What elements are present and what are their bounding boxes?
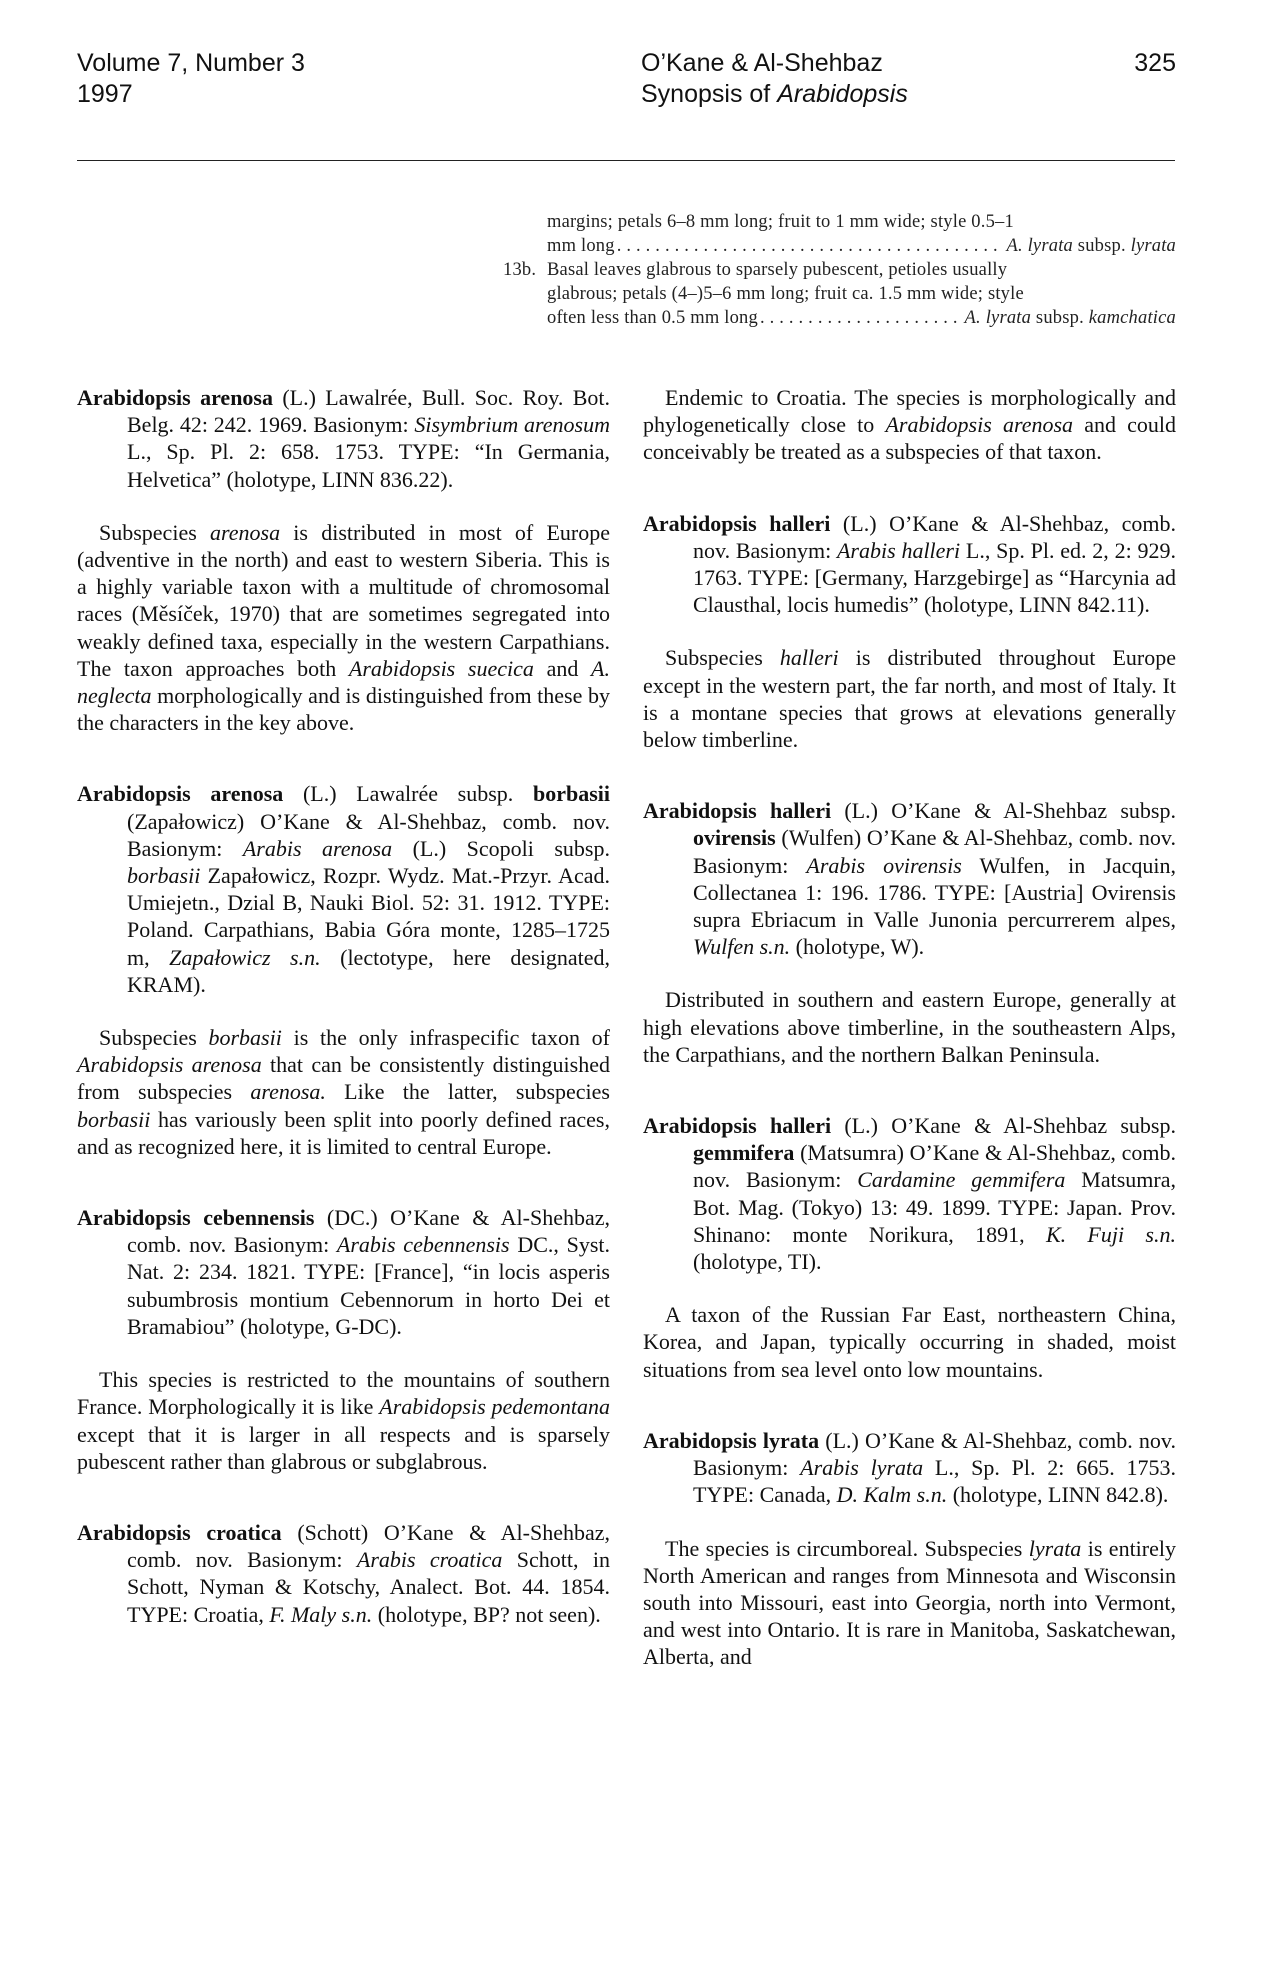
discussion-paragraph [77, 1024, 610, 1160]
article-short-title [641, 79, 908, 110]
taxon-italic: Arabidopsis suecica [348, 655, 534, 681]
key-couplet-13b [503, 258, 1176, 330]
basionym-name: Arabis halleri [836, 537, 961, 563]
collector-name: Wulfen s.n. [693, 934, 791, 960]
text: that can be consistently distinguished from subspecies [77, 1052, 610, 1105]
taxon-entry-cebennensis [77, 1204, 610, 1340]
key-result-subspecies: lyrata [1130, 236, 1176, 256]
journal-volume: Volume 7, Number 3 [77, 49, 305, 77]
title-prefix: Synopsis of [641, 80, 778, 108]
taxon-italic: Arabidopsis arenosa [885, 412, 1074, 438]
key-result-species: A. lyrata [964, 308, 1032, 328]
basionym-name: borbasii [127, 863, 201, 889]
page-number: 325 [1134, 49, 1176, 77]
running-head-center [641, 48, 908, 110]
text: A taxon of the Russian Far East, northeastern China, Korea, and Japan, typically occurring in shaded, moist situations from sea level onto low mountains. [643, 1302, 1176, 1382]
left-column [77, 384, 610, 1654]
key-line-lead [547, 306, 1176, 330]
key-result-rank: subsp. [1072, 236, 1131, 256]
taxon-italic: halleri [779, 645, 839, 671]
taxon-name: Arabidopsis arenosa [77, 781, 284, 807]
taxon-entry-arenosa-borbasii [77, 780, 610, 998]
citation-text: (L.) Lawalrée subsp. [283, 781, 533, 807]
subspecies-name: ovirensis [693, 825, 776, 851]
collector-name: Zapałowicz s.n. [169, 944, 321, 970]
key-line-lead [547, 234, 1176, 258]
citation-text: (L.) Lawalrée, Bull. Soc. Roy. Bot. Belg. 42: 242. 1969. Basionym: [127, 385, 610, 438]
text: and could conceivably be treated as a subspecies of that taxon. [643, 412, 1177, 465]
key-result-rank: subsp. [1031, 308, 1089, 328]
spacer [77, 764, 610, 780]
text: morphologically and is distinguished from these by the characters in the key above. [77, 683, 610, 736]
taxon-entry-halleri-gemmifera [643, 1112, 1176, 1275]
key-line-text: mm long [547, 236, 615, 256]
key-line: Basal leaves glabrous to sparsely pubescent, petioles usually [547, 260, 1008, 280]
basionym-name: Cardamine gemmifera [857, 1167, 1066, 1193]
collector-name: F. Maly s.n. [269, 1601, 373, 1627]
discussion-paragraph [643, 1301, 1176, 1383]
spacer [77, 1188, 610, 1204]
citation-text: (L.) Scopoli subsp. [392, 835, 610, 861]
citation-text: Matsumra, Bot. Mag. (Tokyo) 13: 49. 1899. TYPE: Japan. Prov. Shinano: monte Norikura, 1891, [693, 1167, 1177, 1247]
taxon-italic: lyrata [1028, 1535, 1082, 1561]
basionym-name: Arabis cebennensis [336, 1232, 510, 1258]
taxon-italic: A. neglecta [77, 655, 610, 709]
key-result [965, 306, 1176, 330]
key-couplet-13a-tail [547, 210, 1176, 258]
citation-text: (Schott) O’Kane & Al-Shehbaz, comb. nov. Basionym: [127, 1519, 610, 1573]
discussion-paragraph [643, 384, 1176, 466]
spacer [77, 1503, 610, 1519]
basionym-name: Arabis arenosa [242, 835, 393, 861]
subspecies-name: gemmifera [693, 1140, 795, 1166]
key-result-species: A. lyrata [1006, 236, 1073, 256]
key-result [1006, 234, 1176, 258]
citation-text: DC., Syst. Nat. 2: 234. 1821. TYPE: [France], “in locis asperis subumbrosis montium Cebennorum in horto Dei et Bramabiou” (holotype, G-DC). [127, 1232, 610, 1339]
basionym-name: Arabis ovirensis [806, 852, 962, 878]
key-line: margins; petals 6–8 mm long; fruit to 1 mm wide; style 0.5–1 [547, 212, 1014, 232]
citation-text: (L.) O’Kane & Al-Shehbaz subsp. [831, 1113, 1176, 1139]
taxon-italic: Arabidopsis pedemontana [379, 1394, 610, 1420]
taxon-name: Arabidopsis halleri [643, 1113, 832, 1139]
article-authors: O’Kane & Al-Shehbaz [641, 49, 883, 77]
basionym-name: Arabis lyrata [800, 1455, 924, 1481]
text: is distributed in most of Europe (adventive in the north) and east to western Siberia. This is a highly variable taxon with a multitude of chromosomal races (Měsíček, 1970) that are sometimes segregated into weakly defined taxa, especially in the western Carpathians. The taxon approaches both [77, 519, 611, 681]
citation-text: L., Sp. Pl. 2: 658. 1753. TYPE: “In Germania, Helvetica” (holotype, LINN 836.22). [127, 439, 610, 492]
citation-text: (L.) O’Kane & Al-Shehbaz, comb. nov. Basionym: [693, 1427, 1176, 1481]
taxon-entry-arenosa [77, 384, 610, 493]
taxon-entry-halleri-ovirensis [643, 797, 1176, 960]
key-line-text: often less than 0.5 mm long [547, 308, 758, 328]
taxon-italic: borbasii [208, 1025, 282, 1051]
text: Distributed in southern and eastern Europe, generally at high elevations above timberline, in the southeastern Alps, the Carpathians, and the northern Balkan Peninsula. [643, 987, 1176, 1067]
running-head-left [77, 48, 305, 110]
text: has variously been split into poorly defined races, and as recognized here, it is limited to central Europe. [77, 1106, 610, 1159]
taxon-italic: borbasii [77, 1106, 151, 1132]
citation-text: Zapałowicz, Rozpr. Wydz. Mat.-Przyr. Acad. Umiejetn., Dzial B, Nauki Biol. 52: 31. 1912. TYPE: Poland. Carpathians, Babia Góra monte, 1285–1725 m, [127, 863, 610, 970]
basionym-name: Arabis croatica [356, 1547, 503, 1573]
journal-year: 1997 [77, 80, 133, 108]
spacer [643, 1411, 1176, 1427]
key-leader-dots [760, 306, 963, 330]
taxon-name: Arabidopsis halleri [643, 510, 831, 536]
citation-text: (L.) O’Kane & Al-Shehbaz, comb. nov. Basionym: [693, 510, 1177, 563]
citation-text: (holotype, LINN 842.8). [947, 1482, 1169, 1508]
text: and [533, 655, 592, 681]
basionym-name: Sisymbrium arenosum [414, 412, 610, 438]
citation-text: (holotype, BP? not seen). [372, 1601, 601, 1627]
taxon-italic: arenosa [210, 519, 281, 545]
citation-text: (DC.) O’Kane & Al-Shehbaz, comb. nov. Basionym: [127, 1205, 610, 1258]
text: Like the latter, subspecies [325, 1079, 610, 1105]
spacer [643, 494, 1176, 510]
text: Subspecies [99, 519, 210, 545]
right-column [643, 384, 1176, 1699]
discussion-paragraph [643, 986, 1176, 1068]
citation-text: Wulfen, in Jacquin, Collectanea 1: 196. 1786. TYPE: [Austria] Ovirensis supra Ebriacum in Valle Junonia percurrerem alpes, [693, 852, 1176, 933]
taxon-name: Arabidopsis arenosa [77, 385, 273, 410]
discussion-paragraph [643, 644, 1176, 753]
identification-key [503, 210, 1176, 330]
citation-text: L., Sp. Pl. ed. 2, 2: 929. 1763. TYPE: [Germany, Harzgebirge] as “Harcynia ad Clausthal, locis humedis” (holotype, LINN 842.11). [693, 537, 1176, 618]
citation-text: L., Sp. Pl. 2: 665. 1753. TYPE: Canada, [693, 1455, 1176, 1508]
text: Subspecies [99, 1025, 209, 1051]
key-leader-dots [617, 234, 1005, 258]
taxon-name: Arabidopsis croatica [77, 1519, 282, 1545]
collector-name: K. Fuji s.n. [1045, 1221, 1176, 1247]
taxon-name: Arabidopsis halleri [643, 798, 832, 824]
taxon-name: Arabidopsis lyrata [643, 1427, 820, 1453]
taxon-entry-lyrata [643, 1427, 1176, 1509]
key-couplet-number: 13b. [503, 260, 537, 280]
text: This species is restricted to the mountains of southern France. Morphologically it is like [77, 1367, 610, 1420]
citation-text: (Wulfen) O’Kane & Al-Shehbaz, comb. nov. Basionym: [693, 825, 1176, 878]
citation-text: (L.) O’Kane & Al-Shehbaz subsp. [831, 798, 1176, 824]
key-result-subspecies: kamchatica [1088, 308, 1176, 328]
taxon-italic: arenosa. [250, 1079, 326, 1105]
citation-text: (Matsumra) O’Kane & Al-Shehbaz, comb. nov. Basionym: [693, 1140, 1176, 1193]
discussion-paragraph [77, 1366, 610, 1475]
text: is distributed throughout Europe except in the western part, the far north, and most of Italy. It is a montane species that grows at elevations generally below timberline. [643, 645, 1176, 753]
taxon-italic: Arabidopsis arenosa [77, 1052, 262, 1078]
text: except that it is larger in all respects and is sparsely pubescent rather than glabrous or subglabrous. [77, 1421, 610, 1474]
key-line: glabrous; petals (4–)5–6 mm long; fruit ca. 1.5 mm wide; style [547, 284, 1024, 304]
title-genus: Arabidopsis [777, 80, 908, 108]
discussion-paragraph [77, 519, 610, 737]
text: Endemic to Croatia. The species is morphologically and phylogenetically close to [643, 385, 1176, 438]
header-rule [77, 160, 1175, 161]
text: is the only infraspecific taxon of [281, 1025, 611, 1051]
text: Subspecies [665, 645, 780, 671]
subspecies-name: borbasii [532, 781, 610, 807]
citation-text: Schott, in Schott, Nyman & Kotschy, Analect. Bot. 44. 1854. TYPE: Croatia, [127, 1547, 610, 1627]
citation-text: (holotype, W). [790, 934, 925, 960]
taxon-entry-croatica [77, 1519, 610, 1628]
text: is entirely North American and ranges from Minnesota and Wisconsin south into Missouri, east into Georgia, north into Vermont, and west into Ontario. It is rare in Manitoba, Saskatchewan, Alberta, and [643, 1535, 1176, 1670]
discussion-paragraph [643, 1535, 1176, 1671]
spacer [643, 781, 1176, 797]
citation-text: (lectotype, here designated, KRAM). [127, 944, 610, 997]
citation-text: (holotype, TI). [693, 1249, 822, 1275]
taxon-entry-halleri [643, 510, 1176, 619]
text: The species is circumboreal. Subspecies [665, 1535, 1029, 1561]
citation-text: (Zapałowicz) O’Kane & Al-Shehbaz, comb. nov. Basionym: [127, 808, 610, 861]
taxon-name: Arabidopsis cebennensis [77, 1205, 315, 1231]
spacer [643, 1096, 1176, 1112]
collector-name: D. Kalm s.n. [836, 1482, 948, 1508]
